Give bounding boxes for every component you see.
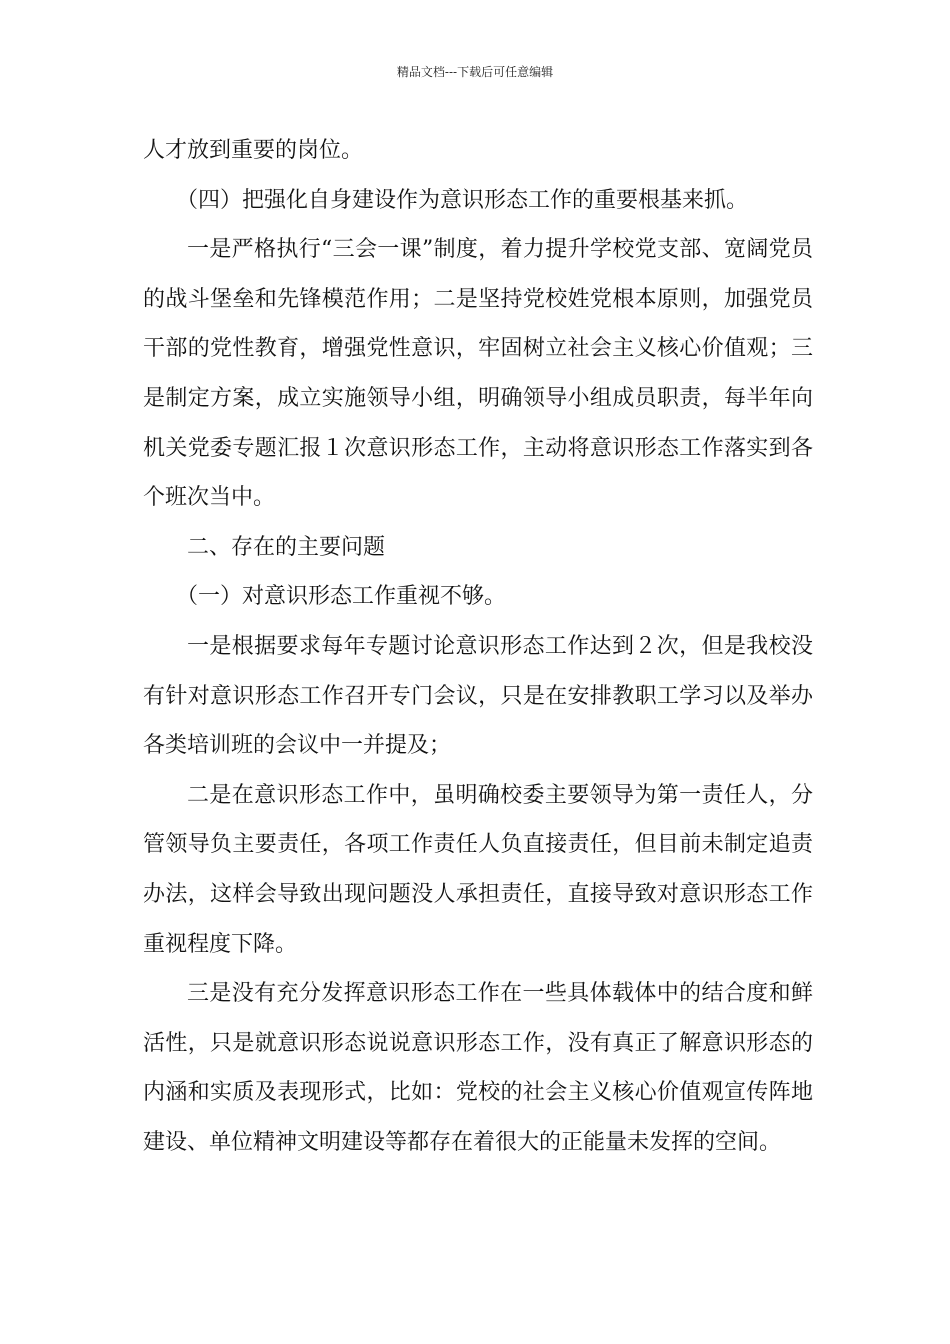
section-heading-four: （四）把强化自身建设作为意识形态工作的重要根基来抓。	[176, 187, 749, 213]
subsection-heading-one: （一）对意识形态工作重视不够。	[176, 584, 507, 610]
paragraph-continuation: 人才放到重要的岗位。	[143, 138, 364, 163]
paragraph-problem-one: 一是根据要求每年专题讨论意识形态工作达到２次，但是我校没有针对意识形态工作召开专门会议，只是在安排教职工学习以及举办各类培训班的会议中一并提及；	[143, 633, 813, 759]
page-header: 精品文档---下载后可任意编辑	[396, 65, 554, 79]
section-heading-main-problems: 二、存在的主要问题	[187, 534, 386, 560]
paragraph-self-building: 一是严格执行“三会一课”制度，着力提升学校党支部、宽阔党员的战斗堡垒和先锋模范作用；二是坚持党校姓党根本原则，加强党员干部的党性教育，增强党性意识，牢固树立社会主义核心价值观；三是制定方案，成立实施领导小组，明确领导小组成员职责，每半年向机关党委专题汇报１次意识形态工作，主动将意识形态工作落实到各个班次当中。	[143, 237, 813, 511]
paragraph-problem-three: 三是没有充分发挥意识形态工作在一些具体载体中的结合度和鲜活性，只是就意识形态说说意识形态工作，没有真正了解意识形态的内涵和实质及表现形式，比如：党校的社会主义核心价值观宣传阵地建设、单位精神文明建设等都存在着很大的正能量未发挥的空间。	[143, 981, 813, 1155]
paragraph-problem-two: 二是在意识形态工作中，虽明确校委主要领导为第一责任人，分管领导负主要责任，各项工作责任人负直接责任，但目前未制定追责办法，这样会导致出现问题没人承担责任，直接导致对意识形态工作重视程度下降。	[143, 782, 813, 957]
document-body	[143, 126, 813, 1167]
